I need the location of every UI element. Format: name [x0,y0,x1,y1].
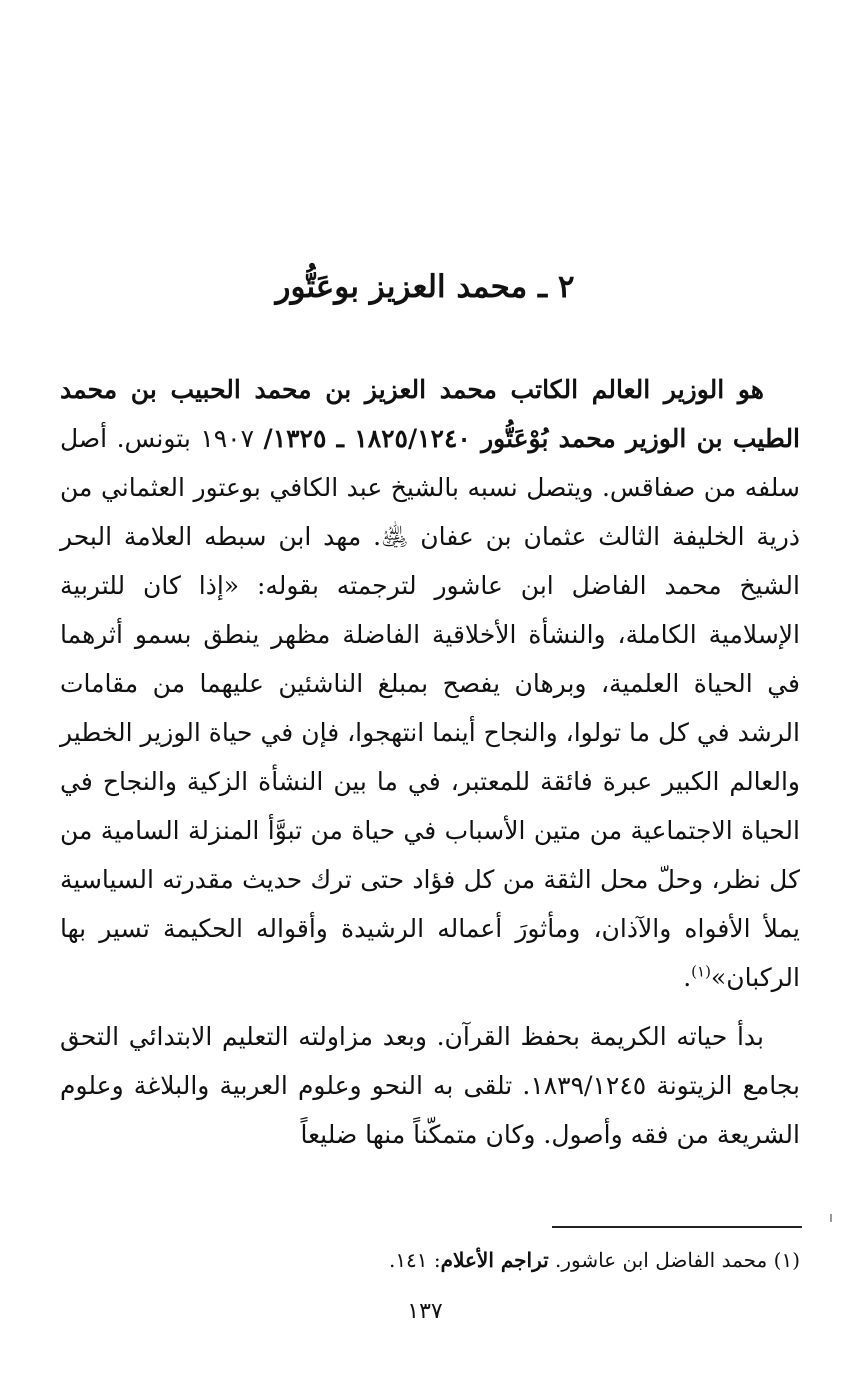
footnote-ref: (١) [691,962,711,981]
footnote-author: محمد الفاضل ابن عاشور. [548,1248,774,1272]
main-text [60,365,800,1169]
chapter-title: ٢ ـ محمد العزيز بوعَتُّور [275,269,575,305]
biography-paragraph [60,365,800,1002]
education-paragraph: بدأ حياته الكريمة بحفظ القرآن. وبعد مزاولته التعليم الابتدائي التحق بجامع الزيتونة ١٨٣٩/١٢٤٥. تلقى به النحو وعلوم العربية والبلاغة وعلوم الشريعة من فقه وأصول. وكان متمكّناً منها ضليعاً [60,1022,800,1149]
footnote [60,1240,800,1280]
footnote-page: : ١٤١. [388,1248,441,1272]
footnote-source: تراجم الأعلام [440,1248,549,1272]
footnote-number: (١) [773,1248,800,1272]
bold-intro: هو الوزير العالم الكاتب محمد العزيز بن محمد الحبيب بن محمد الطيب بن الوزير محمد بُوْعَتُّور ١٨٢٥/١٢٤٠ ـ ١٣٢٥/ [60,375,801,453]
footnote-divider [552,1226,802,1228]
biography-text: ١٩٠٧ بتونس. أصل سلفه من صفاقس. ويتصل نسبه بالشيخ عبد الكافي بوعتور العثماني من ذرية الخليفة الثالث عثمان بن عفان ﵁. مهد ابن سبطه العلامة البحر الشيخ محمد الفاضل ابن عاشور لترجمته بقوله: «إذا كان للتربية الإسلامية الكاملة، والنشأة الأخلاقية الفاضلة مظهر ينطق بسمو أثرهما في الحياة العلمية، وبرهان يفصح بمبلغ الناشئين عليهما من مقامات الرشد في كل ما تولوا، والنجاح أينما انتهجوا، فإن في حياة الوزير الخطير والعالم الكبير عبرة فائقة للمعتبر، في ما بين النشأة الزكية والنجاح في الحياة الاجتماعية من متين الأسباب في حياة من تبوَّأ المنزلة السامية من كل نظر، وحلّ محل الثقة من كل فؤاد حتى ترك حديث مقدرته السياسية يملأ الأفواه والآذان، ومأثورَ أعماله الرشيدة وأقواله الحكيمة تسير بها الركبان» [60,424,800,992]
paragraph-end: . [683,963,692,992]
margin-mark [830,1214,832,1222]
page-number: ١٣٧ [407,1299,443,1324]
